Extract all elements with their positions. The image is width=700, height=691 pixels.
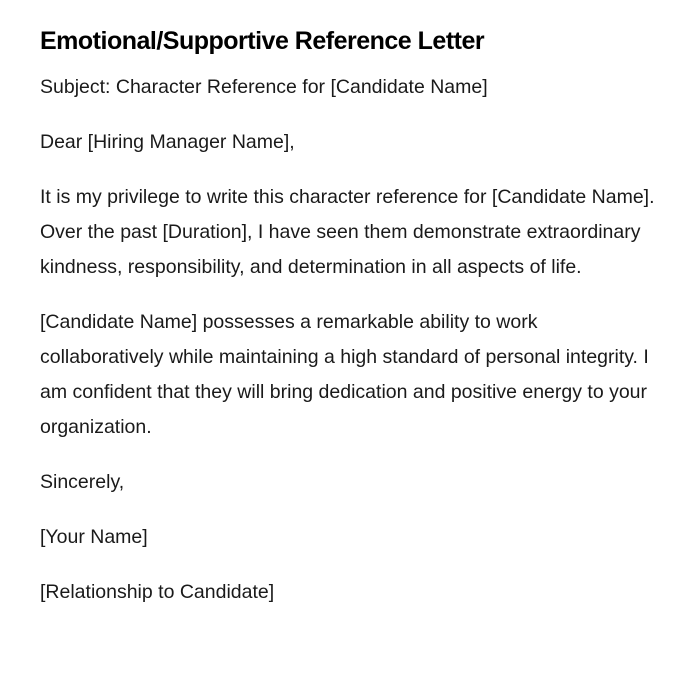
letter-paragraph-2: [Candidate Name] possesses a remarkable ability to work collaboratively while maintaining a high standard of personal integrity. I am confident that they will bring dedication and positive energy to your organization. — [40, 311, 649, 438]
letter-document — [40, 24, 660, 630]
letter-relationship: [Relationship to Candidate] — [40, 581, 275, 603]
letter-salutation: Dear [Hiring Manager Name], — [40, 131, 295, 153]
letter-paragraph-1: It is my privilege to write this character reference for [Candidate Name]. Over the past [Duration], I have seen them demonstrate extraordinary kindness, responsibility, and determination in all aspects of life. — [40, 186, 655, 278]
letter-signature-name: [Your Name] — [40, 526, 148, 548]
letter-title: Emotional/Supportive Reference Letter — [40, 27, 485, 55]
letter-subject: Subject: Character Reference for [Candidate Name] — [40, 76, 488, 98]
letter-closing: Sincerely, — [40, 471, 125, 493]
